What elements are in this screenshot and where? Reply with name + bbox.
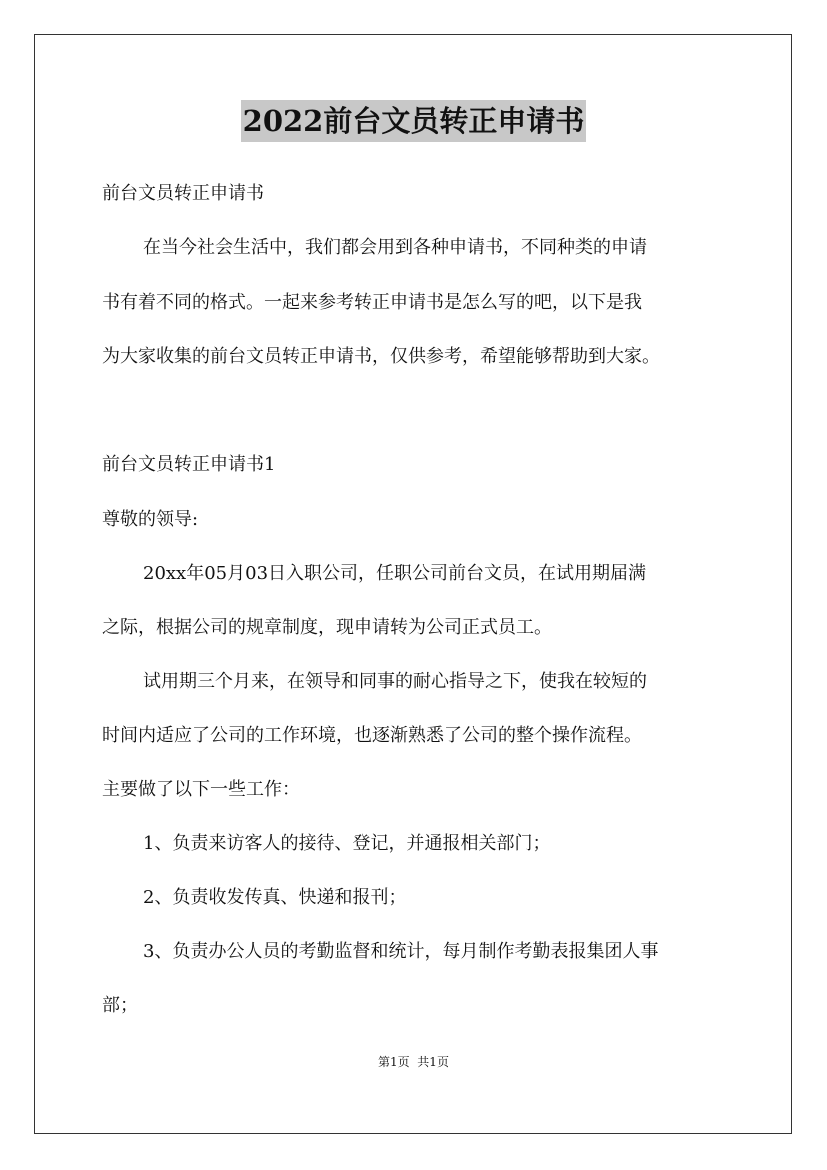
heading-line: 前台文员转正申请书 bbox=[102, 183, 264, 204]
paragraph-line: 之际，根据公司的规章制度，现申请转为公司正式员工。 bbox=[102, 617, 552, 638]
paragraph-line: 为大家收集的前台文员转正申请书，仅供参考，希望能够帮助到大家。 bbox=[102, 346, 660, 367]
title-wrap bbox=[0, 100, 827, 142]
section-heading: 前台文员转正申请书1 bbox=[102, 454, 276, 475]
paragraph-line: 主要做了以下一些工作： bbox=[102, 779, 300, 800]
list-item: 1、负责来访客人的接待、登记，并通报相关部门； bbox=[143, 833, 551, 854]
salutation: 尊敬的领导: bbox=[102, 509, 199, 530]
list-item-continuation: 部； bbox=[102, 995, 138, 1016]
paragraph-line: 时间内适应了公司的工作环境，也逐渐熟悉了公司的整个操作流程。 bbox=[102, 725, 642, 746]
paragraph-line: 试用期三个月来，在领导和同事的耐心指导之下，使我在较短的 bbox=[143, 671, 647, 692]
list-item: 3、负责办公人员的考勤监督和统计，每月制作考勤表报集团人事 bbox=[143, 941, 659, 962]
list-item: 2、负责收发传真、快递和报刊； bbox=[143, 887, 407, 908]
paragraph-line: 在当今社会生活中，我们都会用到各种申请书，不同种类的申请 bbox=[143, 237, 647, 258]
paragraph-line: 书有着不同的格式。一起来参考转正申请书是怎么写的吧，以下是我 bbox=[102, 292, 642, 313]
page-footer: 第1页 共1页 bbox=[378, 1055, 449, 1069]
paragraph-line: 20xx年05月03日入职公司，任职公司前台文员，在试用期届满 bbox=[143, 563, 647, 584]
document-title: 2022前台文员转正申请书 bbox=[241, 100, 587, 142]
